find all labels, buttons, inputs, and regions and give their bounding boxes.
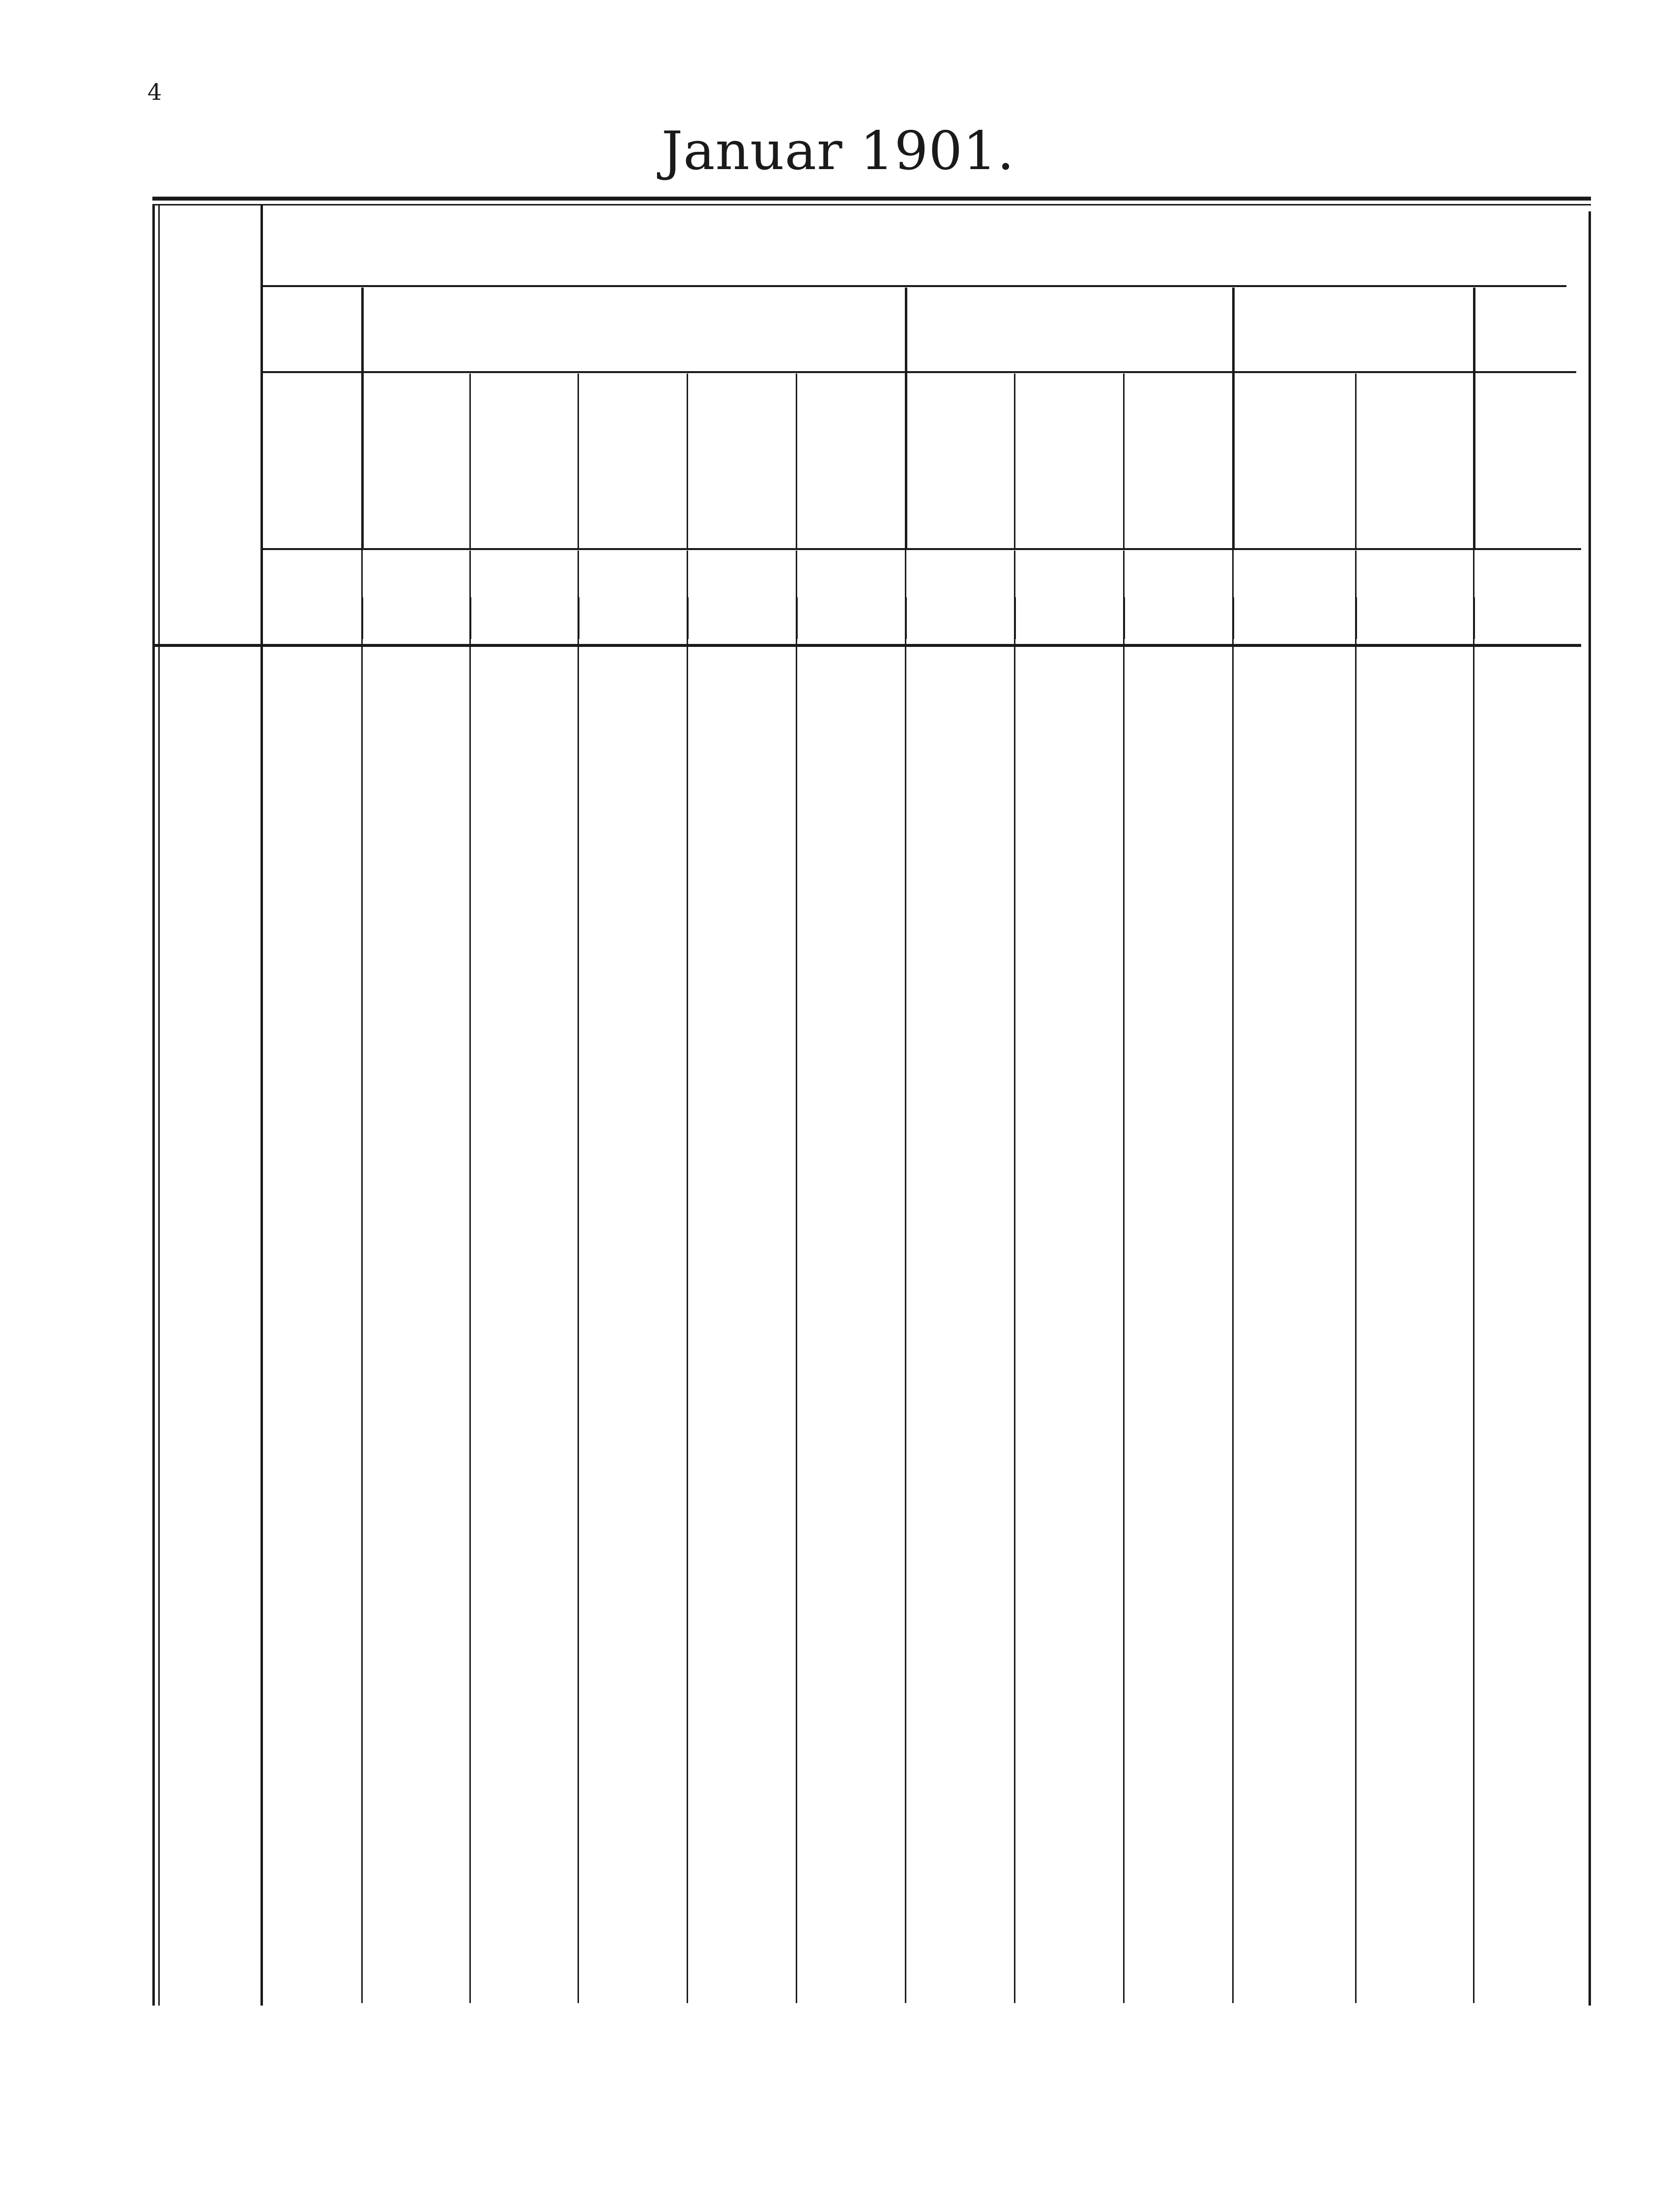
station-label [509, 376, 538, 543]
region-rule [260, 285, 1566, 287]
column-rule [1014, 374, 1015, 548]
column-rule [796, 374, 797, 548]
elevation-rule-top [260, 548, 1581, 550]
station-label [296, 376, 326, 543]
top-rule-thin [152, 204, 1591, 205]
basin-separator [1232, 288, 1235, 548]
column-rule-data [469, 551, 471, 2003]
elevation-tick [469, 597, 471, 639]
elevation-tick [578, 597, 579, 639]
column-rule-data [796, 551, 797, 2003]
elevation-tick [687, 597, 689, 639]
elevation-tick [905, 597, 907, 639]
station-rule [260, 371, 1576, 373]
page-number: 4 [147, 79, 162, 105]
station-label [1163, 376, 1192, 543]
page-title: Januar 1901. [661, 120, 1015, 182]
station-label [836, 376, 865, 543]
column-rule [1355, 374, 1357, 548]
left-border-outer [152, 204, 155, 2006]
elevation-tick [1014, 597, 1016, 639]
column-rule-data [687, 551, 688, 2003]
station-label [726, 376, 756, 543]
elevation-tick [361, 597, 363, 639]
elevation-tick [1232, 597, 1234, 639]
station-label [617, 376, 647, 543]
header-bottom-rule [152, 644, 1581, 647]
station-label [1399, 376, 1429, 543]
elevation-tick [1355, 597, 1357, 639]
station-label [1054, 376, 1083, 543]
left-border-inner [158, 204, 160, 2006]
elevation-tick [1123, 597, 1125, 639]
column-rule-data [1473, 551, 1474, 2003]
elevation-tick [260, 597, 262, 639]
basin-separator [1473, 288, 1475, 548]
station-label [945, 376, 974, 543]
right-border [1589, 211, 1591, 2006]
column-rule-data [1123, 551, 1125, 2003]
elevation-tick [796, 597, 798, 639]
station-label [401, 376, 430, 543]
column-rule [469, 374, 471, 548]
basin-separator [905, 288, 907, 548]
station-label [1279, 376, 1308, 543]
column-rule-data [361, 551, 363, 2003]
column-rule-data [1355, 551, 1357, 2003]
column-rule-data [578, 551, 579, 2003]
column-rule-data [905, 551, 906, 2003]
top-rule-thick [152, 197, 1591, 201]
basin-separator [361, 288, 364, 548]
column-rule-data [1232, 551, 1234, 2003]
elevation-tick [1473, 597, 1475, 639]
column-rule-data [1014, 551, 1015, 2003]
station-label [1512, 376, 1542, 543]
column-rule [687, 374, 688, 548]
tag-column-rule [260, 204, 263, 2006]
column-rule [1123, 374, 1125, 548]
column-rule [578, 374, 579, 548]
